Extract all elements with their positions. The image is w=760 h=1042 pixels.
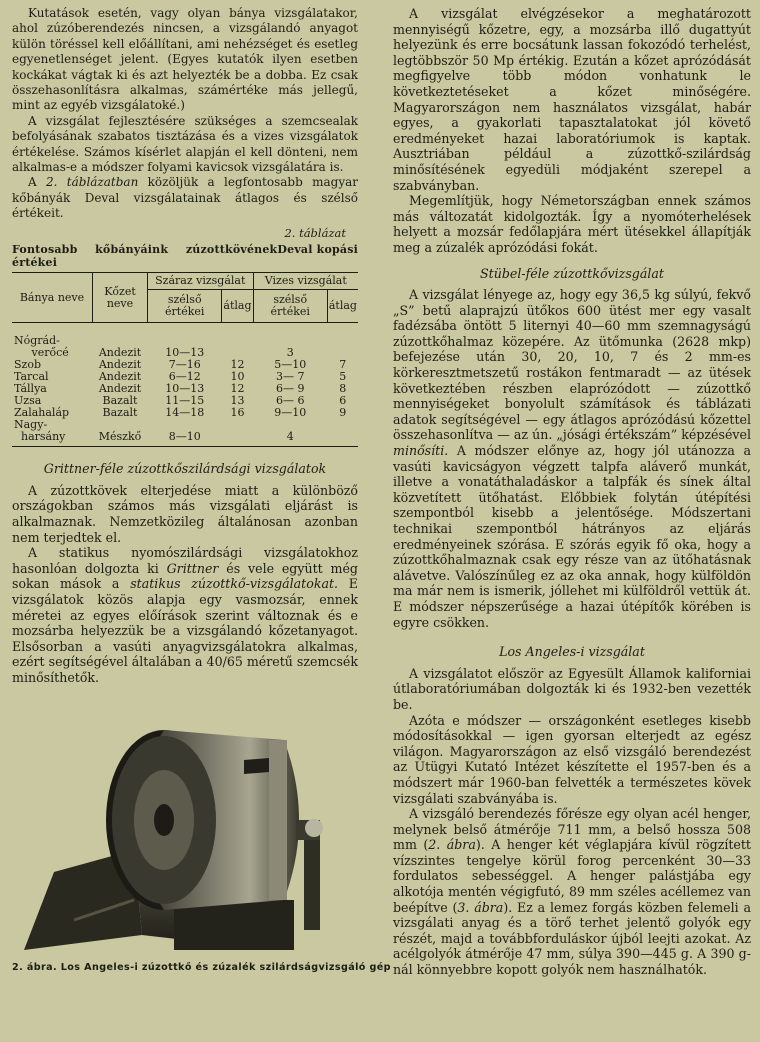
section-heading-los-angeles: Los Angeles-i vizsgálat (499, 644, 645, 660)
text-run: közöljük a legfontosabb magyar kőbányák Deval vizsgálatainak átlagos és szélső értékeit. (12, 175, 358, 221)
text-run: ). A henger két véglapjára kívül rögzített vízszintes tengelye körül forog percenként 30—33 fordulatos sebességgel. A henger palástjába egy alkotója mentén végigfutó, 89 mm széles acéllemez van beépítve ( (393, 837, 751, 915)
text-run: E vizsgálatok közös alapja egy vasmozsár, ennek méretei az egyes előírások szerint változnak és e mozsárba helyezzük be a vizsgálandó kőzetanyagot. Elsősorban a vasúti anyagvizsgálatokra alkalmas, ezért segítségével általában a 40/65 méretű szemcsék minősíthetők. (12, 576, 358, 685)
figure-reference: 3. ábra (457, 899, 504, 915)
cell-mine: Uzsa (14, 394, 42, 408)
paragraph: Kutatások esetén, vagy olyan bánya vizsgálatakor, ahol zúzóberendezés nincsen, a vizsgálandó anyagot külön töréssel kell előállítani, ami nehézséget és esetleg egyenetlenséget jelent. (Egyes kutatók ilyen esetben kockákat vágtak ki és azt helyezték be a dobba. Ez csak összehasonlításra alkalmas, számértéke más jellegű, mint az egyéb vizsgálatoké.) (12, 6, 358, 113)
right-column (393, 6, 751, 978)
table-number: 2. táblázat (284, 225, 346, 240)
deval-table (12, 272, 358, 447)
figure-caption: 2. ábra. Los Angeles-i zúzottkő és zúzalék szilárdságvizsgáló gép (12, 961, 391, 973)
cell-rock: Andezit (98, 370, 142, 384)
table-row (12, 431, 358, 447)
paragraph: A vizsgálatot először az Egyesült Államok kaliforniai útlaboratóriumában dolgozták ki és 1932-ben vezették be. (393, 665, 751, 712)
paragraph (12, 545, 358, 685)
cell-dry-average: 12 (230, 382, 245, 396)
cell-rock: Mészkő (93, 431, 148, 447)
cell-wet-average: 8 (339, 382, 347, 396)
text-run: A (28, 175, 46, 190)
cell-dry-average: 10 (230, 370, 245, 384)
table-row (12, 407, 358, 419)
figure-reference: 2. ábra (428, 837, 476, 853)
cell-wet-extremes: 3 (286, 346, 294, 360)
cell-mine: Szob (14, 358, 41, 372)
header-wet-extremes: szélső értékei (253, 290, 327, 323)
header-wet: Vizes vizsgálat (253, 273, 358, 290)
text-run: A vizsgáló berendezés főrésze egy olyan acél henger, melynek belső átmérője 711 mm, a belső hossza 508 mm ( (393, 806, 751, 853)
left-column (12, 6, 391, 975)
cell-rock: Bazalt (102, 394, 138, 408)
cell-dry-extremes: 10—13 (165, 382, 205, 396)
paragraph: A vizsgálat elvégzésekor a meghatározott mennyiségű kőzetre, egy, a mozsárba illő dugattyút helyezünk és erre bocsátunk lassan fokozódó terhelést, legtöbbször 50 Mp értékig. Ezután a kőzet aprózódását megfigyelve több módon vonhatunk le következtetéseket a kőzet minőségére. Magyarországon nem használatos vizsgálat, habár egyes, a gyakorlati tapasztalatokat jól követő eredményeket hazai laboratóriumok is kaptak. Ausztriában például a zúzottkő-szilárdság minősítésének egyedüli módjaként szerepel a szabványban. (393, 6, 751, 193)
paragraph (12, 175, 358, 221)
table-reference: 2. táblázatban (46, 175, 139, 190)
cell-dry-average: 12 (230, 358, 245, 372)
header-wet-average: átlag (327, 290, 358, 323)
paragraph: A zúzottkövek elterjedése miatt a különböző országokban számos más vizsgálati eljárást is alkalmaznak. Nemzetközileg általánosan azonban nem terjedtek el. (12, 482, 358, 545)
cell-wet-average: 9 (339, 406, 347, 420)
cell-wet-extremes: 6— 6 (275, 394, 305, 408)
header-mine: Bánya neve (12, 273, 93, 323)
paragraph (393, 287, 751, 630)
cell-wet-average: 6 (339, 394, 347, 408)
cell-dry-extremes: 8—10 (148, 431, 222, 447)
section-heading-grittner: Grittner-féle zúzottkőszilárdsági vizsgálatok (43, 461, 327, 477)
cell-dry-extremes: 11—15 (165, 394, 205, 408)
paragraph: Megemlítjük, hogy Németországban ennek számos más változatát kidolgozták. Így a nyomóterhelések helyett a mozsár fedőlapjára mért ütésekkel állapítják meg a zúzalék aprózódási fokát. (393, 193, 751, 255)
cell-wet-average: 7 (339, 358, 347, 372)
table-title-right: Deval kopási (277, 243, 358, 257)
paragraph: A vizsgálat fejlesztésére szükséges a szemcsealak befolyásának szabatos tisztázása és a vizes vizsgálatok értékelése. Számos kísérlet alapján el kell dönteni, nem alkalmas-e a módszer folyami kavicsok vizsgálatára is. (12, 113, 358, 175)
header-dry: Száraz vizsgálat (148, 273, 254, 290)
header-dry-extremes: szélső értékei (148, 290, 222, 323)
cell-wet-average: 5 (339, 370, 347, 384)
cell-rock: Andezit (98, 382, 142, 396)
table-title (12, 243, 358, 269)
machine-illustration (14, 700, 354, 958)
section-heading-stubel: Stübel-féle zúzottkővizsgálat (480, 265, 664, 281)
text-run: A módszer előnye az, hogy jól utánozza a vasúti kavicságyon végzett talpfa aláverő munkát, illetve a vonatáthaladáskor a talpfák és sínek által közvetített ütőhatást. Előbbiek folytán útépítési szempontból kisebb a jelentősége. Módszertani technikai szempontból hátrányos az eljárás eredményeinek szórása. E szórás egyik fő oka, hogy a zúzottkőhalmaznak csak egy része van az ütőhatásnak alávetve. Valószínűleg ez az oka annak, hogy külföldön ma már nem is ismerik, jóllehet mi külföldről vettük át. E módszer népszerűsége a hazai útépítők körében is egyre csökken. (393, 443, 751, 630)
cell-mine: verőcé (14, 346, 69, 360)
cell-wet-extremes: 9—10 (274, 406, 307, 420)
cell-dry-extremes: 10—13 (165, 346, 205, 360)
cell-dry-extremes: 14—18 (165, 406, 205, 420)
text-run: minősíti. (393, 443, 449, 459)
cell-wet-extremes: 6— 9 (275, 382, 305, 396)
cell-rock: Andezit (98, 346, 142, 360)
cell-mine: harsány (12, 431, 93, 447)
cell-mine: Zalahaláp (14, 406, 70, 420)
cell-dry-average: 16 (230, 406, 245, 420)
table-title-left: Fontosabb kőbányáink zúzottkövének értékei (12, 243, 278, 270)
cell-mine: Nagy- (14, 418, 48, 432)
cell-wet-extremes: 3— 7 (275, 370, 305, 384)
cell-rock: Bazalt (102, 406, 138, 420)
text-run: A vizsgálat lényege az, hogy egy 36,5 kg súlyú, fekvő „S” betű alaprajzú ütőkos 600 ütést mer egy vasalt fadézsába öntött 5 liternyi 40—60 mm szemnagyságú zúzottkőhalmaz közepére. Az ütőmunka (2628 mkp) befejezése után 30, 20, 10, 7 és 2 mm-es körkeresztmetszetű rostákon fentmaradt — az ütések következtében részben elaprózódott — zúzottkő mennyiségeket bonyolult számítások és táblázati adatok segítségével — egy átlagos aprózódású kőzettel összehasonlítva — az ún. „jósági értékszám” képzésével (393, 287, 751, 443)
cell-dry-extremes: 7—16 (168, 358, 201, 372)
text-run: statikus zúzottkő-vizsgálatokat. (130, 576, 339, 592)
text-run: és vele együtt még sokan mások a (12, 560, 358, 592)
text-run: A statikus nyomószilárdsági vizsgálatokhoz hasonlóan dolgozta ki (12, 545, 358, 576)
cell-mine: Tarcal (14, 370, 49, 384)
los-angeles-machine-photo (14, 700, 354, 958)
cell-wet-average (327, 431, 358, 447)
text-run: ). Ez a lemez forgás közben felemeli a vizsgálati anyag és a törő terhet jelentő golyók egy részét, majd a továbbforduláskor újból leejti azokat. Az acélgolyók átmérője 47 mm, súlya 390—445 g. A 390 g-nál könnyebbre kopott golyók nem használhatók. (393, 899, 751, 978)
cell-rock: Andezit (98, 358, 142, 372)
cell-wet-extremes: 5—10 (274, 358, 307, 372)
cell-wet-extremes: 4 (253, 431, 327, 447)
header-rock: Kőzet neve (93, 273, 148, 323)
cell-mine: Nógrád- (14, 334, 60, 348)
cell-dry-average: 13 (230, 394, 245, 408)
header-dry-average: átlag (222, 290, 253, 323)
paragraph (393, 806, 751, 978)
paragraph: Azóta e módszer — országonként esetleges kisebb módosításokkal — igen gyorsan elterjedt az egész világon. Magyarországon az első vizsgáló berendezést az Útügyi Kutató Intézet készítette el 1957-ben és a módszert már 1960-ban felvették a természetes kövek vizsgálati szabványába is. (393, 712, 751, 806)
cell-dry-extremes: 6—12 (168, 370, 201, 384)
cell-mine: Tállya (14, 382, 47, 396)
text-run: Grittner (166, 560, 219, 576)
cell-dry-average (222, 431, 253, 447)
